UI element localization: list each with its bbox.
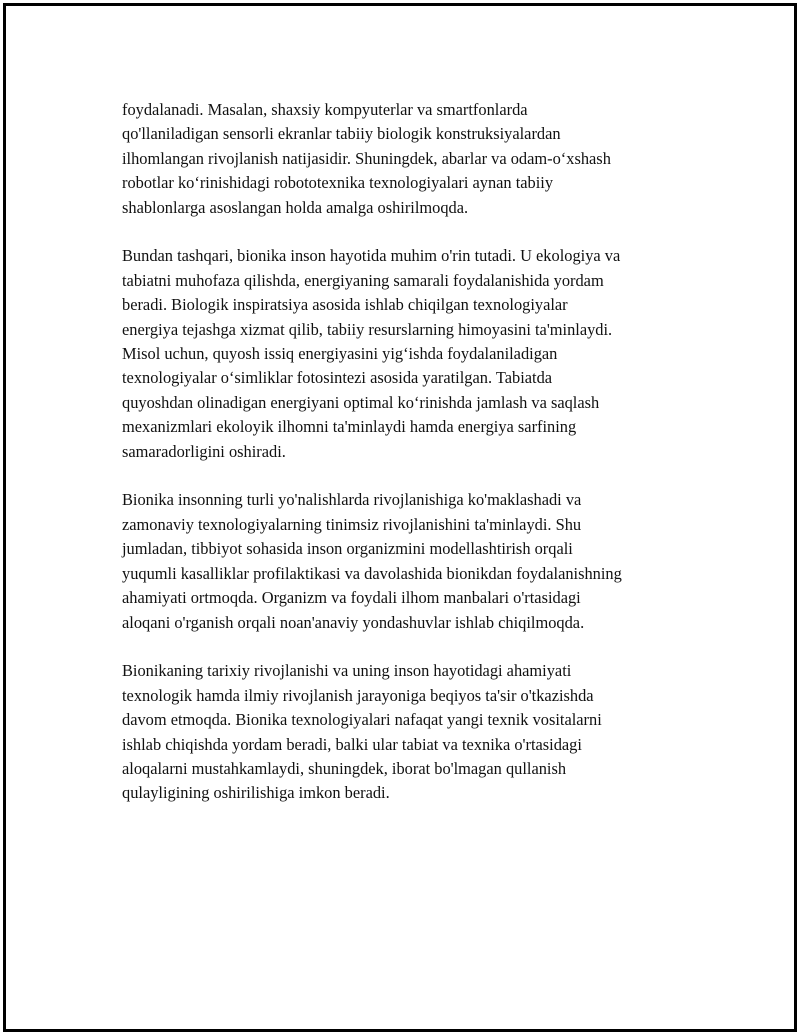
text-line: beradi. Biologik inspiratsiya asosida ishlab chiqilgan texnologiyalar xyxy=(122,295,568,315)
text-line: aloqani o'rganish orqali noan'anaviy yondashuvlar ishlab chiqilmoqda. xyxy=(122,612,585,632)
page-frame xyxy=(3,3,797,1032)
text-line: Bionikaning tarixiy rivojlanishi va uning inson hayotidagi ahamiyati xyxy=(122,661,572,681)
text-line: Misol uchun, quyosh issiq energiyasini yig‘ishda foydalaniladigan xyxy=(122,344,558,364)
paragraph-4 xyxy=(122,659,690,805)
text-line: ilhomlangan rivojlanish natijasidir. Shuningdek, abarlar va odam-o‘xshash xyxy=(122,148,611,168)
text-line: robotlar ko‘rinishidagi robototexnika texnologiyalari aynan tabiiy xyxy=(122,173,554,193)
text-line: jumladan, tibbiyot sohasida inson organizmini modellashtirish orqali xyxy=(122,539,573,559)
text-line: mexanizmlari ekoloyik ilhomni ta'minlaydi hamda energiya sarfining xyxy=(122,417,577,437)
text-line: yuqumli kasalliklar profilaktikasi va davolashida bionikdan foydalanishning xyxy=(122,563,622,583)
text-line: Bionika insonning turli yo'nalishlarda rivojlanishiga ko'maklashadi va xyxy=(122,490,582,510)
text-line: Bundan tashqari, bionika inson hayotida muhim o'rin tutadi. U ekologiya va xyxy=(122,246,621,266)
paragraph-1 xyxy=(122,98,690,220)
document-body xyxy=(122,98,690,830)
text-line: foydalanadi. Masalan, shaxsiy kompyuterlar va smartfonlarda xyxy=(122,100,528,119)
text-line: shablonlarga asoslangan holda amalga oshirilmoqda. xyxy=(122,197,469,217)
text-line: zamonaviy texnologiyalarning tinimsiz rivojlanishini ta'minlaydi. Shu xyxy=(122,514,582,534)
text-line: qo'llaniladigan sensorli ekranlar tabiiy biologik konstruksiyalardan xyxy=(122,124,561,144)
text-line: texnologik hamda ilmiy rivojlanish jarayoniga beqiyos ta'sir o'tkazishda xyxy=(122,685,594,705)
paragraph-3 xyxy=(122,488,690,634)
text-line: samaradorligini oshiradi. xyxy=(122,441,286,461)
text-line: aloqalarni mustahkamlaydi, shuningdek, iborat bo'lmagan qullanish xyxy=(122,758,567,778)
text-line: davom etmoqda. Bionika texnologiyalari nafaqat yangi texnik vositalarni xyxy=(122,710,602,730)
text-line: tabiatni muhofaza qilishda, energiyaning samarali foydalanishida yordam xyxy=(122,270,604,290)
text-line: energiya tejashga xizmat qilib, tabiiy resurslarning himoyasini ta'minlaydi. xyxy=(122,319,613,339)
text-line: texnologiyalar o‘simliklar fotosintezi asosida yaratilgan. Tabiatda xyxy=(122,368,553,388)
text-line: ishlab chiqishda yordam beradi, balki ular tabiat va texnika o'rtasidagi xyxy=(122,734,582,754)
paragraph-2 xyxy=(122,244,690,464)
text-line: quyoshdan olinadigan energiyani optimal ko‘rinishda jamlash va saqlash xyxy=(122,392,600,412)
text-line: ahamiyati ortmoqda. Organizm va foydali ilhom manbalari o'rtasidagi xyxy=(122,588,581,608)
text-line: qulayligining oshirilishiga imkon beradi. xyxy=(122,783,390,803)
